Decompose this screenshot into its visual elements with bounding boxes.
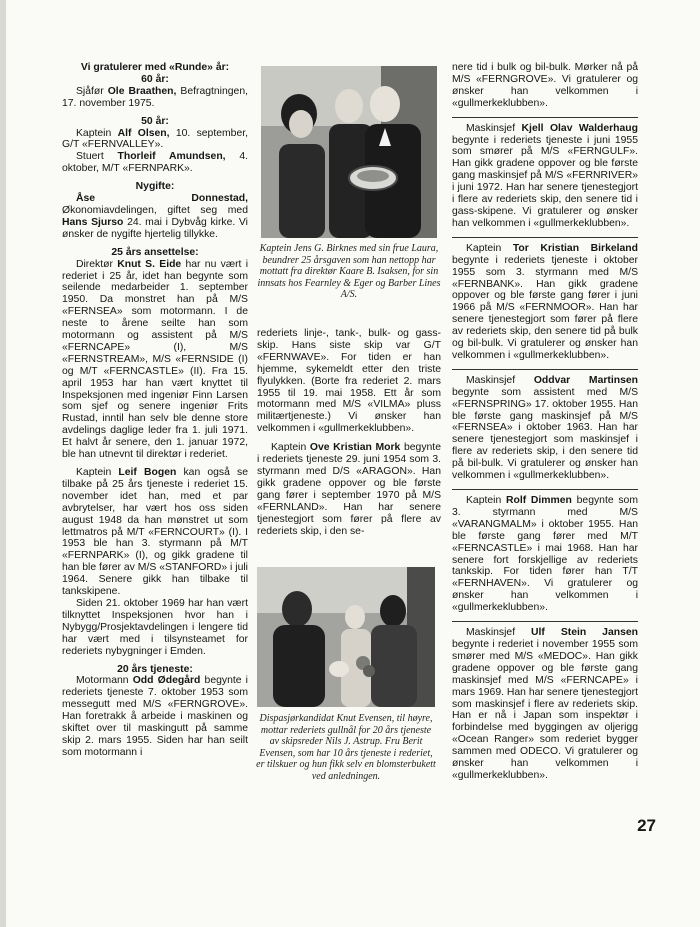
photo-image xyxy=(257,567,435,707)
heading-60: 60 år: xyxy=(141,73,169,85)
text-prefix: Kaptein xyxy=(76,127,118,139)
paragraph-mork-continued: nere tid i bulk og bil-bulk. Mørker nå på M/S «FERNGROVE». Vi gratulerer og ønsker han velkommen i «gullmerkeklubben». xyxy=(452,62,638,109)
divider xyxy=(452,237,638,238)
person-name: Ulf Stein Jansen xyxy=(531,627,638,639)
person-name: Odd Ødegård xyxy=(132,675,201,687)
person-name: Tor Kristian Birkeland xyxy=(512,242,638,254)
text-prefix: Stuert xyxy=(76,151,118,163)
person-name: Ole Braathen, xyxy=(107,85,177,97)
text-body: Befragtningen, 17. november 1975. xyxy=(62,85,248,109)
divider xyxy=(452,369,638,370)
intro-heading: Vi gratulerer med «Runde» år: xyxy=(80,62,230,73)
text-prefix: Maskinsjef xyxy=(466,627,532,639)
text-body: begynte i rederiets tjeneste i oktober 1955 som 3. styrmann med M/S «FERNBANK». Han gikk gradene oppover og ble første gang fører i juni 1966 på M/S «FERNMOOR». Han har senere tjenestegjort som fører på flere av rederiets skip, den senere tid på bulk og bil-bulk. Vi gratulerer og ønsker han velkommen i «gullmerkeklubben». xyxy=(452,254,638,361)
text-prefix: Direktør xyxy=(76,258,118,270)
paragraph-martinsen xyxy=(452,375,638,482)
paragraph-60 xyxy=(62,86,248,110)
photo-caption-1: Kaptein Jens G. Birknes med sin frue Laura, beundrer 25 årsgaven som han nettopp har mottatt fra direktør Kaare B. Isaksen, for sin innsats hos Fearnley & Eger og Barber Lines A/S. xyxy=(257,243,441,300)
text-body: begynte som assistent med M/S «FERNSPRING» 17. oktober 1955. Han ble første gang maskinsjef på M/S «FERNSEA» i oktober 1963. Han har senere tjenestegjort som maskinsjef i flere av rederiets skip, i den senere tid på bil-bulk. Vi gratulerer og ønsker han velkommen i «gullmerkeklubben». xyxy=(452,386,638,482)
text-prefix: Maskinsjef xyxy=(466,122,522,134)
text-body: begynte i rederiet i november 1955 som smører med M/S «MEDOC». Han gikk gradene oppover og ble første gang maskinsjef med M/S «FERNCAPE» i mars 1969. Han har senere tjenestegjort som maskinsjef i flere av rederiets skip. Han er nå i Japan som inspektør i forbindelse med byggingen av oljerigg «Ocean Ranger» som rederiet bygger sammen med ODECO. Vi gratulerer og ønsker han velkommen i «gullmerkeklubben». xyxy=(452,638,638,781)
photo-birknes xyxy=(261,66,437,238)
person-name: Åse Donnestad, xyxy=(76,193,248,205)
text-body: begynte i rederiets tjeneste 29. juni 1954 som 3. styrmann med D/S «ARAGON». Han gikk gradene oppover og ble første gang fører i september 1970 på M/S «FERNLAND». Han har senere tjenestegjort som fører på flere av rederiets skip, i den se- xyxy=(257,442,441,537)
person-name: Alf Olsen, xyxy=(117,127,170,139)
text-prefix: Sjåfør xyxy=(76,85,108,97)
divider xyxy=(452,621,638,622)
text-body: begynte i rederiets tjeneste 7. oktober 1953 som messegutt med M/S «FERNGROVE». Han foretrakk å arbeide i maskinen og skiftet over til maskingutt på samme skip 2. mars 1955. Siden har han seilt som motormann i xyxy=(62,675,248,758)
text-prefix: Maskinsjef xyxy=(466,374,534,386)
photo-caption-2: Dispasjørkandidat Knut Evensen, til høyre, mottar rederiets gullnål for 20 års tjeneste av skipsreder Nils J. Astrup. Fru Berit Evensen, som har 10 års tjeneste i rederiet, er tilskuer og hun fikk selv en blomsterbukett ved anledningen. xyxy=(256,713,436,782)
text-body: 4. oktober, M/T «FERNPARK». xyxy=(62,151,248,175)
divider xyxy=(452,117,638,118)
paragraph-50a xyxy=(62,128,248,152)
paragraph-bogen xyxy=(62,467,248,598)
text-prefix: Kaptein xyxy=(76,467,119,478)
paragraph-nygifte xyxy=(62,193,248,241)
paragraph-eide xyxy=(62,259,248,461)
person-name: Rolf Dimmen xyxy=(505,495,572,506)
text-body: begynte i rederiets tjeneste i juni 1955 som smører på M/S «FERNGULF». Han gikk gradene oppover og ble første gang maskinsjef på M/S «FERNRIVER» i juni 1972. Han har senere tjenestegjort i flere av rederiets skip, den senere tid i gass-skipene. Vi gratulerer og ønsker han velkommen i «gullmerkeklubben». xyxy=(452,134,638,229)
text-prefix: Kaptein xyxy=(271,442,310,454)
divider xyxy=(452,489,638,490)
paragraph-walderhaug xyxy=(452,123,638,230)
heading-20: 20 års tjeneste: xyxy=(117,663,193,675)
page-edge xyxy=(0,0,6,927)
person-name: Leif Bogen xyxy=(118,467,177,478)
right-column xyxy=(452,62,638,789)
paragraph-odd xyxy=(62,675,248,758)
left-column xyxy=(62,62,248,766)
text-body: kan også se tilbake på 25 års tjeneste i rederiet 15. november idet han, med et par avbrytelser, har vært hos oss siden august 1948 da han mønstret ut som lettmatros på M/T «FERNCOURT» (I). I 1953 ble han 3. styrmann på M/T «FERNPARK» (I), og gikk gradene til han ble fører av M/S «STANFORD» i juli 1964. Senere gikk han tilbake til tankskipene. xyxy=(62,467,248,598)
person-name: Ove Kristian Mork xyxy=(309,442,401,454)
text-prefix: Kaptein xyxy=(466,242,513,254)
middle-column xyxy=(257,328,441,544)
person-name: Oddvar Martinsen xyxy=(533,374,638,386)
text-body: 10. september, G/T «FERNVALLEY». xyxy=(62,127,248,151)
text-body: 24. mai i Dybvåg kirke. Vi ønsker de nygifte hjertelig tillykke. xyxy=(62,216,248,240)
person-name: Kjell Olav Walderhaug xyxy=(521,122,639,134)
paragraph-bogen-2: Siden 21. oktober 1969 har han vært tilknyttet Inspeksjonen hvor han i Nybygg/Prosjektavdelingen i lengere tid har vært med i tilsynsteamet for rederiets nybygninger i Emden. xyxy=(62,597,248,657)
paragraph-birkeland xyxy=(452,243,638,362)
text-body: har nu vært i rederiet i 25 år, idet han begynte som seilende medarbeider 1. september 1950. Da monstret han på M/S «FERNSEA» som motormann. I de neste to årene seilte han som motormann og assistent på M/S «FERNCAPE» (I), M/S «FERNSTREAM», M/S «FERNSIDE (I) og M/T «FERNCASTLE» (II). Fra 15. april 1953 har han vært knyttet til Inspeksjonen med ingeniør Finn Larsen som sjef og senere ingeniør Frits Rustad, inntil han selv ble denne store avdelings daglige leder fra 1. juli 1971. Et halvt år senere, den 1. januar 1972, ble han utnevnt til direktør i rederiet. xyxy=(62,258,249,461)
paragraph-50b xyxy=(62,151,248,175)
paragraph-jansen xyxy=(452,627,638,782)
heading-25: 25 års ansettelse: xyxy=(111,246,199,258)
paragraph-mork xyxy=(257,442,441,537)
text-body: Økonomiavdelingen, giftet seg med xyxy=(62,204,248,216)
person-name: Hans Sjurso xyxy=(62,216,124,228)
heading-50: 50 år: xyxy=(141,115,169,127)
paragraph-dimmen xyxy=(452,495,638,614)
person-name: Thorleif Amundsen, xyxy=(117,151,226,163)
heading-nygifte: Nygifte: xyxy=(135,181,175,193)
photo-image xyxy=(261,66,437,238)
text-prefix: Motormann xyxy=(76,675,133,687)
text-prefix: Kaptein xyxy=(466,495,506,506)
photo-evensen xyxy=(257,567,435,707)
person-name: Knut S. Eide xyxy=(117,258,182,270)
page-number: 27 xyxy=(637,816,656,835)
text-body: begynte som 3. styrmann med M/S «VARANGMALM» i oktober 1955. Han ble første gang fører med M/T «FERNCASTLE» i mai 1968. Han har senere fort forskjellige av rederiets tankskip. For tiden fører han T/T «FERNHAVEN». Vi gratulerer og ønsker han velkommen i «gullmerkeklubben». xyxy=(452,495,638,614)
paragraph-odd-continued: rederiets linje-, tank-, bulk- og gass-skip. Hans siste skip var G/T «FERNWAVE». For tiden er han hjemme, sykemeldt etter den triste flyulykken. (Borte fra rederiet 2. mars 1955 til 19. mai 1958. Ett år som motormann med M/S «VILMA» pluss militærtjeneste.) Vi ønsker han velkommen i «gullmerkeklubben». xyxy=(257,328,441,435)
